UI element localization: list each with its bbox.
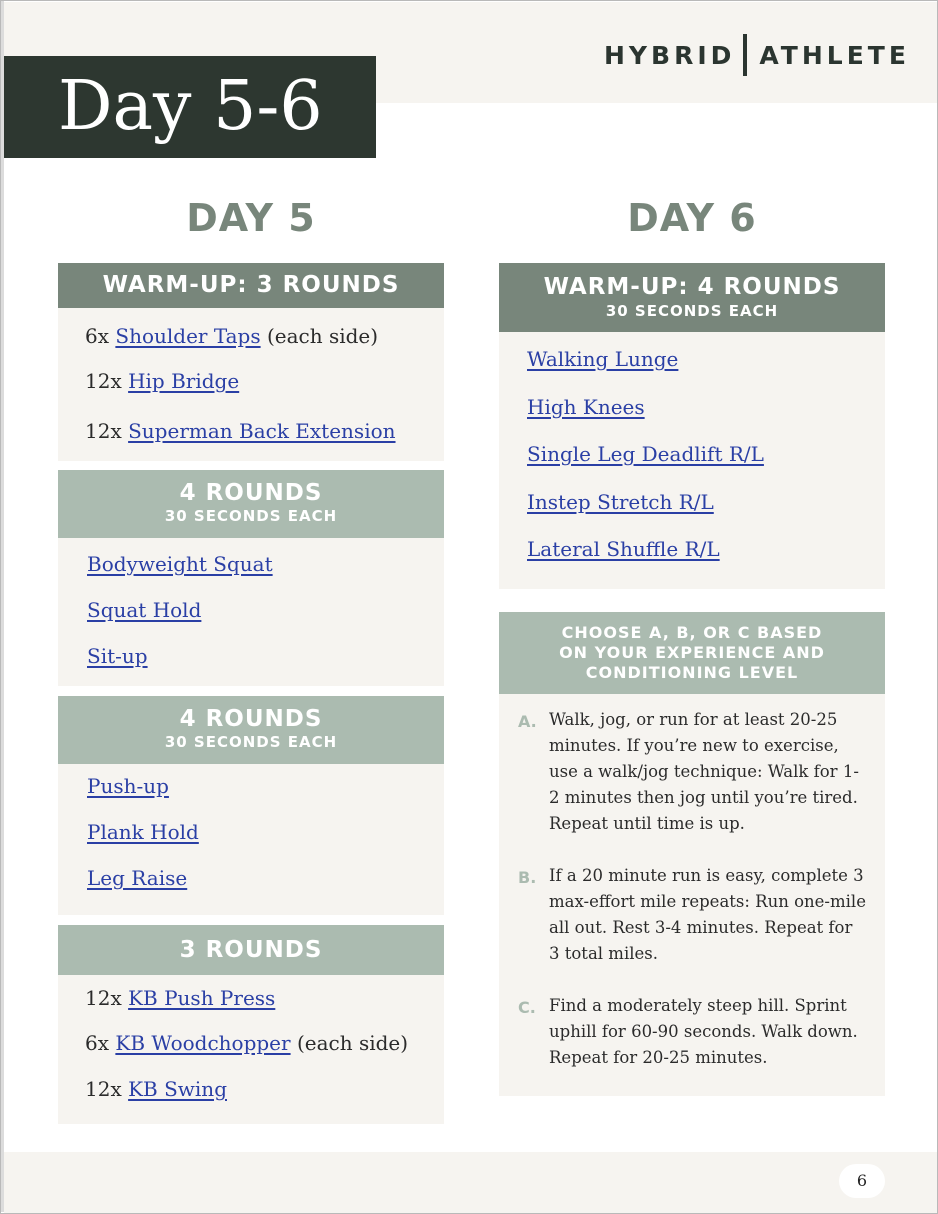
- list-item: 12x Superman Back Extension: [85, 419, 396, 443]
- page-title: Day 5-6: [58, 67, 323, 146]
- day5-warmup-card: [58, 263, 444, 461]
- footer-band: [4, 1152, 937, 1213]
- exercise-link[interactable]: KB Swing: [128, 1077, 227, 1101]
- option-letter: C.: [518, 998, 536, 1017]
- page-number: 6: [839, 1164, 885, 1198]
- exercise-link[interactable]: Walking Lunge: [527, 347, 679, 371]
- option-text: Find a moderately steep hill. Sprint uphill for 60-90 seconds. Walk down. Repeat for 20-25 minutes.: [549, 996, 858, 1067]
- day5-block2-header: [58, 696, 444, 764]
- option-letter: A.: [518, 712, 537, 731]
- exercise-link[interactable]: Shoulder Taps: [115, 324, 261, 348]
- list-item: [87, 552, 273, 576]
- option-text: If a 20 minute run is easy, complete 3 max-effort mile repeats: Run one-mile all out. Rest 3-4 minutes. Repeat for 3 total miles.: [549, 866, 866, 963]
- day6-heading: DAY 6: [627, 196, 757, 240]
- list-item: [527, 490, 714, 514]
- list-item: 12x KB Swing: [85, 1077, 227, 1101]
- day5-heading: DAY 5: [186, 196, 316, 240]
- exercise-link[interactable]: KB Woodchopper: [115, 1031, 291, 1055]
- day5-block1-title: 4 ROUNDS: [179, 480, 323, 506]
- list-item: [87, 774, 169, 798]
- exercise-link[interactable]: Instep Stretch R/L: [527, 490, 714, 514]
- list-item: [527, 442, 764, 466]
- day6-warmup-card: [499, 263, 885, 589]
- exercise-link[interactable]: Bodyweight Squat: [87, 552, 273, 576]
- choose-title-line: CONDITIONING LEVEL: [585, 663, 799, 682]
- brand-logo: [604, 34, 910, 76]
- day5-block1-subtitle: 30 SECONDS EACH: [164, 507, 338, 525]
- day5-block1-header: [58, 470, 444, 538]
- exercise-link[interactable]: KB Push Press: [128, 986, 276, 1010]
- page-edge: [1, 1, 4, 1212]
- list-item: [87, 866, 187, 890]
- option-text: Walk, jog, or run for at least 20-25 minutes. If you’re new to exercise, use a walk/jog technique: Walk for 1-2 minutes then jog until you’re tired. Repeat until time is up.: [549, 710, 859, 833]
- day5-block2-title: 4 ROUNDS: [179, 706, 323, 732]
- day5-block1-card: [58, 470, 444, 686]
- exercise-link[interactable]: Lateral Shuffle R/L: [527, 537, 720, 561]
- day6-warmup-subtitle: 30 SECONDS EACH: [605, 302, 779, 320]
- choose-title-line: CHOOSE A, B, OR C BASED: [561, 623, 823, 642]
- day5-block3-card: [58, 925, 444, 1124]
- exercise-link[interactable]: High Knees: [527, 395, 645, 419]
- day6-choose-card: [499, 612, 885, 1096]
- day5-block2-card: [58, 696, 444, 915]
- exercise-link[interactable]: Sit-up: [87, 644, 148, 668]
- list-item: 12x Hip Bridge: [85, 369, 240, 393]
- brand-divider: [743, 34, 747, 76]
- exercise-link[interactable]: Single Leg Deadlift R/L: [527, 442, 764, 466]
- list-item: 12x KB Push Press: [85, 986, 276, 1010]
- brand-right: ATHLETE: [759, 40, 910, 70]
- exercise-link[interactable]: Superman Back Extension: [128, 419, 396, 443]
- list-item: [527, 347, 678, 371]
- brand-left: HYBRID: [604, 40, 736, 70]
- exercise-link[interactable]: Squat Hold: [87, 598, 202, 622]
- exercise-link[interactable]: Push-up: [87, 774, 169, 798]
- choose-title-line: ON YOUR EXPERIENCE AND: [559, 643, 825, 662]
- exercise-link[interactable]: Leg Raise: [87, 866, 188, 890]
- exercise-link[interactable]: Hip Bridge: [128, 369, 240, 393]
- exercise-link[interactable]: Plank Hold: [87, 820, 199, 844]
- day6-warmup-title: WARM-UP: 4 ROUNDS: [543, 274, 841, 300]
- choose-header: [499, 612, 885, 694]
- list-item: [527, 395, 645, 419]
- list-item: 6x KB Woodchopper (each side): [85, 1031, 409, 1055]
- list-item: [87, 644, 148, 668]
- list-item: [87, 598, 201, 622]
- list-item: [527, 537, 720, 561]
- day5-block3-title: 3 ROUNDS: [58, 925, 444, 975]
- option-letter: B.: [518, 868, 537, 887]
- day5-block2-subtitle: 30 SECONDS EACH: [164, 733, 338, 751]
- list-item: 6x Shoulder Taps (each side): [85, 324, 379, 348]
- list-item: [87, 820, 199, 844]
- day6-warmup-header: [499, 263, 885, 332]
- day5-warmup-title: WARM-UP: 3 ROUNDS: [58, 263, 444, 308]
